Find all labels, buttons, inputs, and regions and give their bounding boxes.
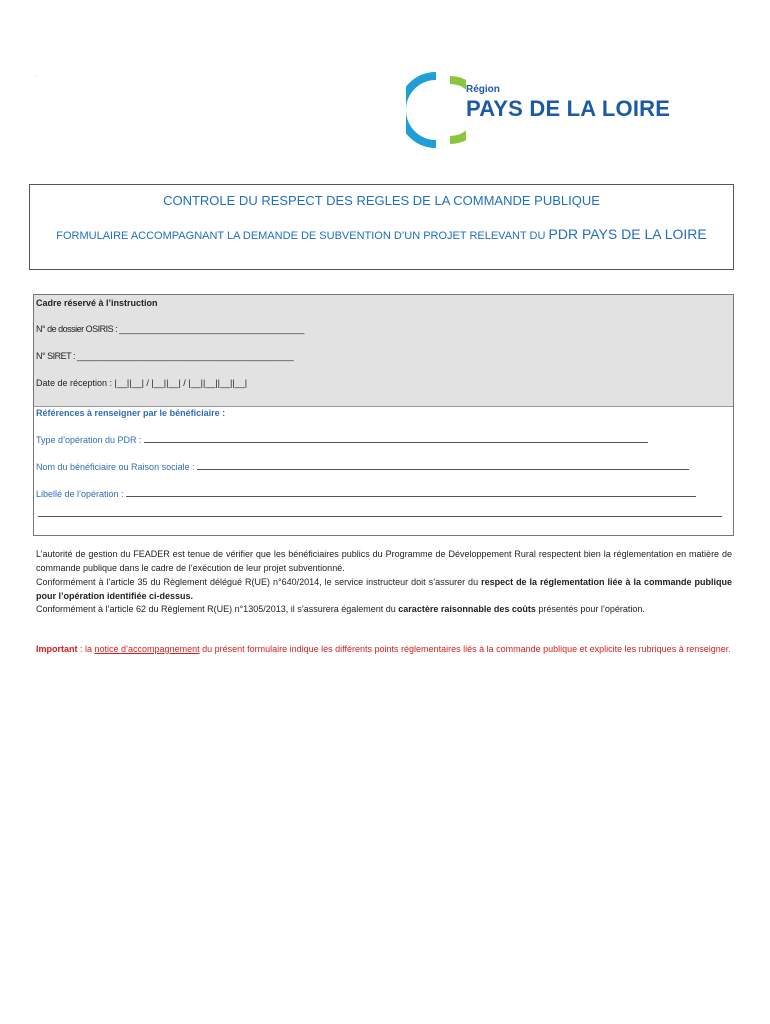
article-62-tail: présentés pour l’opération.: [535, 604, 645, 614]
paragraph-feader: L’autorité de gestion du FEADER est tenue de vérifier que les bénéficiaires publics du Programme de Développement Rural respectent bien la réglementation en matière de commande publique dans le cadre de l’exécution de leur projet subventionné.: [36, 549, 732, 573]
important-label: Important: [36, 644, 78, 654]
paragraph-article-35: [36, 576, 732, 603]
important-note: [36, 643, 732, 657]
region-logo: [406, 72, 676, 148]
instruction-heading: Cadre réservé à l’instruction: [36, 298, 158, 308]
important-text-a: : la: [77, 644, 95, 654]
notice-link[interactable]: notice d’accompagnement: [94, 644, 200, 654]
title-box: [29, 184, 734, 270]
siret-field[interactable]: N° SIRET : ________________________________________________: [36, 351, 294, 361]
subtitle-part1: FORMULAIRE ACCOMPAGNANT LA DEMANDE DE SUBVENTION D’UN PROJET RELEVANT DU: [56, 230, 549, 242]
operation-label-row[interactable]: [36, 488, 696, 499]
operation-label-input-2[interactable]: [38, 508, 722, 517]
operation-type-input[interactable]: [144, 434, 648, 443]
operation-type-label: Type d’opération du PDR :: [36, 435, 145, 445]
article-35-emphasis: respect de la réglementation liée à la commande publique pour l’opération identifiée ci-dessus.: [36, 577, 732, 601]
osiris-field[interactable]: N° de dossier OSIRIS : _________________________________________: [36, 324, 304, 334]
form-box: [33, 294, 734, 536]
logo-region-label: Région: [466, 84, 500, 95]
beneficiary-name-row[interactable]: [36, 461, 689, 472]
article-35-text: Conformément à l’article 35 du Règlement délégué R(UE) n°640/2014, le service instructeur doit s’assurer du: [36, 577, 482, 587]
stray-mark: .: [36, 72, 38, 78]
subtitle-part2: PDR PAYS DE LA LOIRE: [548, 226, 707, 242]
operation-label-label: Libellé de l’opération :: [36, 489, 127, 499]
document-subtitle: [44, 224, 719, 246]
instruction-section: [34, 295, 733, 407]
beneficiary-name-label: Nom du bénéficiaire ou Raison sociale :: [36, 462, 198, 472]
document-title: CONTROLE DU RESPECT DES REGLES DE LA COMMANDE PUBLIQUE: [163, 193, 600, 208]
beneficiary-heading: Références à renseigner par le bénéficiaire :: [36, 408, 226, 418]
logo-region-name: PAYS DE LA LOIRE: [466, 96, 671, 121]
reception-date-field[interactable]: Date de réception : |__||__| / |__||__| / |__||__||__||__|: [36, 378, 248, 388]
operation-label-continuation[interactable]: [38, 508, 722, 519]
article-62-text: Conformément à l’article 62 du Règlement R(UE) n°1305/2013, il s’assurera également du: [36, 604, 399, 614]
logo-arcs-icon: [406, 72, 466, 148]
article-62-emphasis: caractère raisonnable des coûts: [398, 604, 536, 614]
important-text-b: du présent formulaire indique les différents points réglementaires liés à la commande publique et explicite les rubriques à renseigner.: [199, 644, 731, 654]
operation-label-input[interactable]: [126, 488, 696, 497]
paragraph-article-62: [36, 603, 732, 617]
operation-type-row[interactable]: [36, 434, 669, 445]
beneficiary-name-input[interactable]: [197, 461, 689, 470]
